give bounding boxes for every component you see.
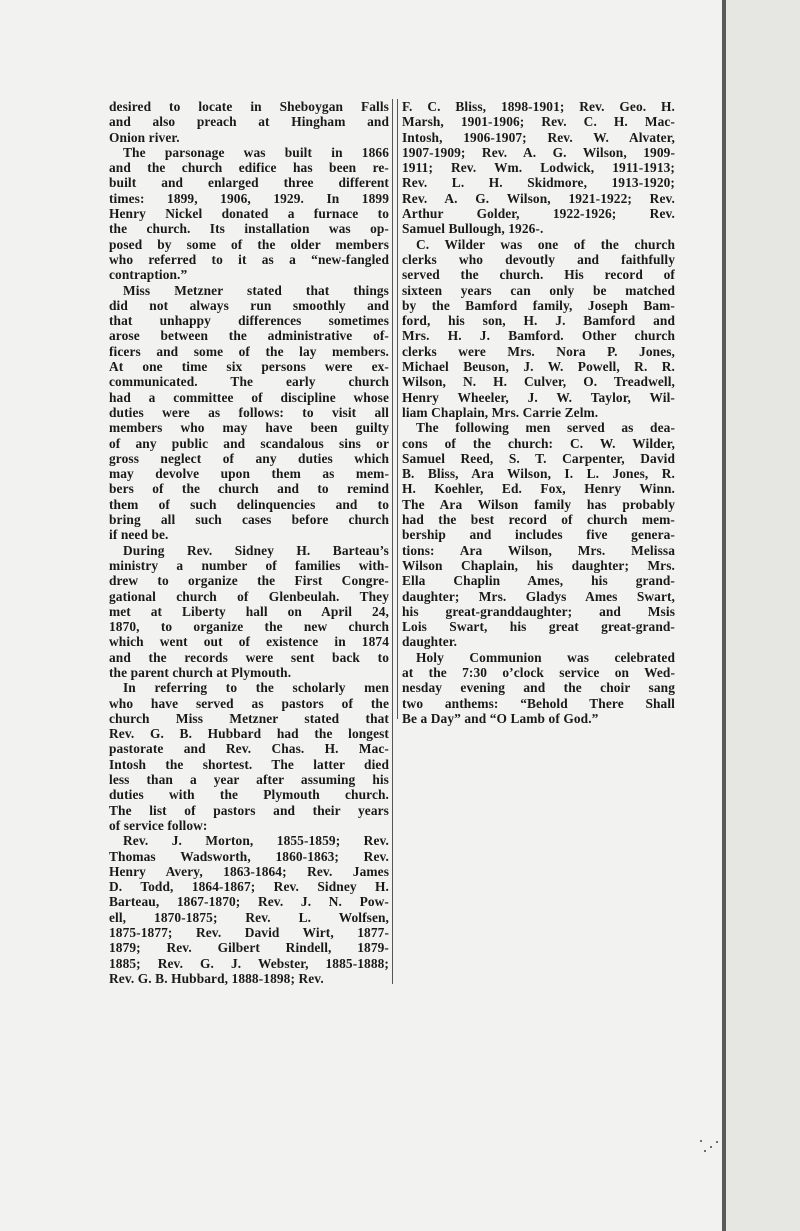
- text-line: Be a Day” and “O Lamb of God.”: [402, 710, 599, 726]
- text-line: Rev. A. G. Wilson, 1921-1922; Rev.: [402, 190, 675, 206]
- text-line: ficers and some of the lay members.: [109, 343, 389, 359]
- text-line: may devolve upon them as mem-: [109, 466, 389, 482]
- text-line: Rev. L. H. Skidmore, 1913-1920;: [402, 175, 675, 191]
- text-line: ministry a number of families with-: [109, 557, 389, 573]
- text-line: built and enlarged three different: [109, 175, 389, 191]
- text-line: ell, 1870-1875; Rev. L. Wolfsen,: [109, 909, 389, 925]
- left-column-paragraph: [109, 543, 389, 681]
- text-line: Arthur Golder, 1922-1926; Rev.: [402, 206, 675, 222]
- text-line: communicated. The early church: [109, 374, 389, 390]
- text-line: In referring to the scholarly men: [123, 680, 389, 696]
- left-column-paragraph: [109, 283, 389, 543]
- text-line: two anthems: “Behold There Shall: [402, 695, 675, 711]
- text-line: bers of the church and to remind: [109, 481, 389, 497]
- text-line: Rev. G. B. Hubbard, 1888-1898; Rev.: [109, 970, 324, 986]
- text-line: less than a year after assuming his: [109, 772, 389, 788]
- text-line: served the church. His record of: [402, 267, 675, 283]
- text-line: duties with the Plymouth church.: [109, 787, 389, 803]
- text-line: pastorate and Rev. Chas. H. Mac-: [109, 741, 389, 757]
- left-column-paragraph: [109, 833, 389, 986]
- text-line: Marsh, 1901-1906; Rev. C. H. Mac-: [402, 114, 675, 130]
- text-line: D. Todd, 1864-1867; Rev. Sidney H.: [109, 879, 389, 895]
- speck: [700, 1140, 702, 1142]
- text-line: The following men served as dea-: [416, 420, 675, 436]
- text-line: Intosh, 1906-1907; Rev. W. Alvater,: [402, 129, 675, 145]
- left-column-paragraph: [109, 145, 389, 283]
- text-line: met at Liberty hall on April 24,: [109, 603, 389, 619]
- text-line: Miss Metzner stated that things: [123, 282, 389, 298]
- text-line: 1875-1877; Rev. David Wirt, 1877-: [109, 925, 389, 941]
- text-line: 1879; Rev. Gilbert Rindell, 1879-: [109, 940, 389, 956]
- text-line: cons of the church: C. W. Wilder,: [402, 435, 675, 451]
- text-line: H. Koehler, Ed. Fox, Henry Winn.: [402, 481, 675, 497]
- text-line: The parsonage was built in 1866: [123, 144, 389, 160]
- right-column-paragraph: [402, 99, 675, 237]
- text-line: bring all such cases before church: [109, 512, 389, 528]
- text-line: Holy Communion was celebrated: [416, 649, 675, 665]
- text-line: by the Bamford family, Joseph Bam-: [402, 297, 675, 313]
- text-line: Ella Chaplin Ames, his grand-: [402, 573, 675, 589]
- text-line: who referred to it as a “new-fangled: [109, 251, 389, 267]
- text-line: of service follow:: [109, 817, 208, 833]
- text-line: which went out of existence in 1874: [109, 634, 389, 650]
- text-line: had a committee of discipline whose: [109, 389, 389, 405]
- left-column-paragraph: [109, 680, 389, 833]
- text-line: ford, his son, H. J. Bamford and: [402, 313, 675, 329]
- text-line: 1911; Rev. Wm. Lodwick, 1911-1913;: [402, 160, 675, 176]
- speck: [704, 1150, 706, 1152]
- text-line: gross neglect of any duties which: [109, 450, 389, 466]
- text-line: who have served as pastors of the: [109, 695, 389, 711]
- text-line: of any public and scandalous sins or: [109, 435, 389, 451]
- text-line: Rev. J. Morton, 1855-1859; Rev.: [123, 833, 389, 849]
- text-line: 1885; Rev. G. J. Webster, 1885-1888;: [109, 955, 389, 971]
- right-column-paragraph: [402, 650, 675, 726]
- speck: [710, 1146, 712, 1148]
- text-line: clerks who devoutly and faithfully: [402, 251, 675, 267]
- left-column-paragraph: [109, 99, 389, 145]
- text-line: Barteau, 1867-1870; Rev. J. N. Pow-: [109, 894, 389, 910]
- text-line: them of such delinquencies and to: [109, 496, 389, 512]
- text-line: clerks were Mrs. Nora P. Jones,: [402, 343, 675, 359]
- text-line: and the church edifice has been re-: [109, 160, 389, 176]
- text-line: liam Chaplain, Mrs. Carrie Zelm.: [402, 404, 599, 420]
- text-line: Lois Swart, his great great-grand-: [402, 619, 675, 635]
- text-line: During Rev. Sidney H. Barteau’s: [123, 542, 389, 558]
- text-line: at the 7:30 o’clock service on Wed-: [402, 664, 675, 680]
- text-line: B. Bliss, Ara Wilson, I. L. Jones, R.: [402, 466, 675, 482]
- text-line: 1907-1909; Rev. A. G. Wilson, 1909-: [402, 144, 675, 160]
- text-line: Rev. G. B. Hubbard had the longest: [109, 726, 389, 742]
- text-line: Onion river.: [109, 129, 180, 145]
- text-line: 1870, to organize the new church: [109, 619, 389, 635]
- text-line: did not always run smoothly and: [109, 297, 389, 313]
- text-line: Mrs. H. J. Bamford. Other church: [402, 328, 675, 344]
- text-line: contraption.”: [109, 267, 188, 283]
- text-line: The Ara Wilson family has probably: [402, 496, 675, 512]
- text-line: Intosh the shortest. The latter died: [109, 756, 389, 772]
- text-line: posed by some of the older members: [109, 236, 389, 252]
- text-line: the church. Its installation was op-: [109, 221, 389, 237]
- right-column-paragraph: [402, 237, 675, 421]
- speck: [716, 1141, 718, 1143]
- text-line: Wilson Chaplain, his daughter; Mrs.: [402, 557, 675, 573]
- text-line: duties were as follows: to visit all: [109, 404, 389, 420]
- text-line: members who may have been guilty: [109, 420, 389, 436]
- text-line: Henry Wheeler, J. W. Taylor, Wil-: [402, 389, 675, 405]
- page-edge: [722, 0, 726, 1231]
- text-line: times: 1899, 1906, 1929. In 1899: [109, 190, 389, 206]
- text-line: the parent church at Plymouth.: [109, 664, 292, 680]
- text-line: gational church of Glenbeulah. They: [109, 588, 389, 604]
- text-line: Samuel Bullough, 1926-.: [402, 221, 544, 237]
- text-line: daughter; Mrs. Gladys Ames Swart,: [402, 588, 675, 604]
- text-line: Henry Avery, 1863-1864; Rev. James: [109, 863, 389, 879]
- text-line: arose between the administrative of-: [109, 328, 389, 344]
- text-line: sixteen years can only be matched: [402, 282, 675, 298]
- text-line: desired to locate in Sheboygan Falls: [109, 99, 389, 114]
- left-column: [109, 99, 393, 984]
- text-line: Samuel Reed, S. T. Carpenter, David: [402, 450, 675, 466]
- text-line: and also preach at Hingham and: [109, 114, 389, 130]
- text-line: had the best record of church mem-: [402, 512, 675, 528]
- text-line: tions: Ara Wilson, Mrs. Melissa: [402, 542, 675, 558]
- text-line: bership and includes five genera-: [402, 527, 675, 543]
- right-column-paragraph: [402, 420, 675, 649]
- text-line: C. Wilder was one of the church: [416, 236, 675, 252]
- text-line: Wilson, N. H. Culver, O. Treadwell,: [402, 374, 675, 390]
- text-line: At one time six persons were ex-: [109, 359, 389, 375]
- page-edge-shade: [726, 0, 800, 1231]
- text-line: that unhappy differences sometimes: [109, 313, 389, 329]
- text-line: church Miss Metzner stated that: [109, 710, 389, 726]
- text-line: and the records were sent back to: [109, 649, 389, 665]
- text-line: drew to organize the First Congre-: [109, 573, 389, 589]
- text-line: daughter.: [402, 634, 458, 650]
- right-column: [397, 99, 675, 726]
- text-line: nesday evening and the choir sang: [402, 680, 675, 696]
- text-line: his great-granddaughter; and Msis: [402, 603, 675, 619]
- text-line: Thomas Wadsworth, 1860-1863; Rev.: [109, 848, 389, 864]
- text-line: if need be.: [109, 527, 169, 543]
- text-line: Henry Nickel donated a furnace to: [109, 206, 389, 222]
- text-line: F. C. Bliss, 1898-1901; Rev. Geo. H.: [402, 99, 675, 114]
- text-line: The list of pastors and their years: [109, 802, 389, 818]
- text-line: Michael Beuson, J. W. Powell, R. R.: [402, 359, 675, 375]
